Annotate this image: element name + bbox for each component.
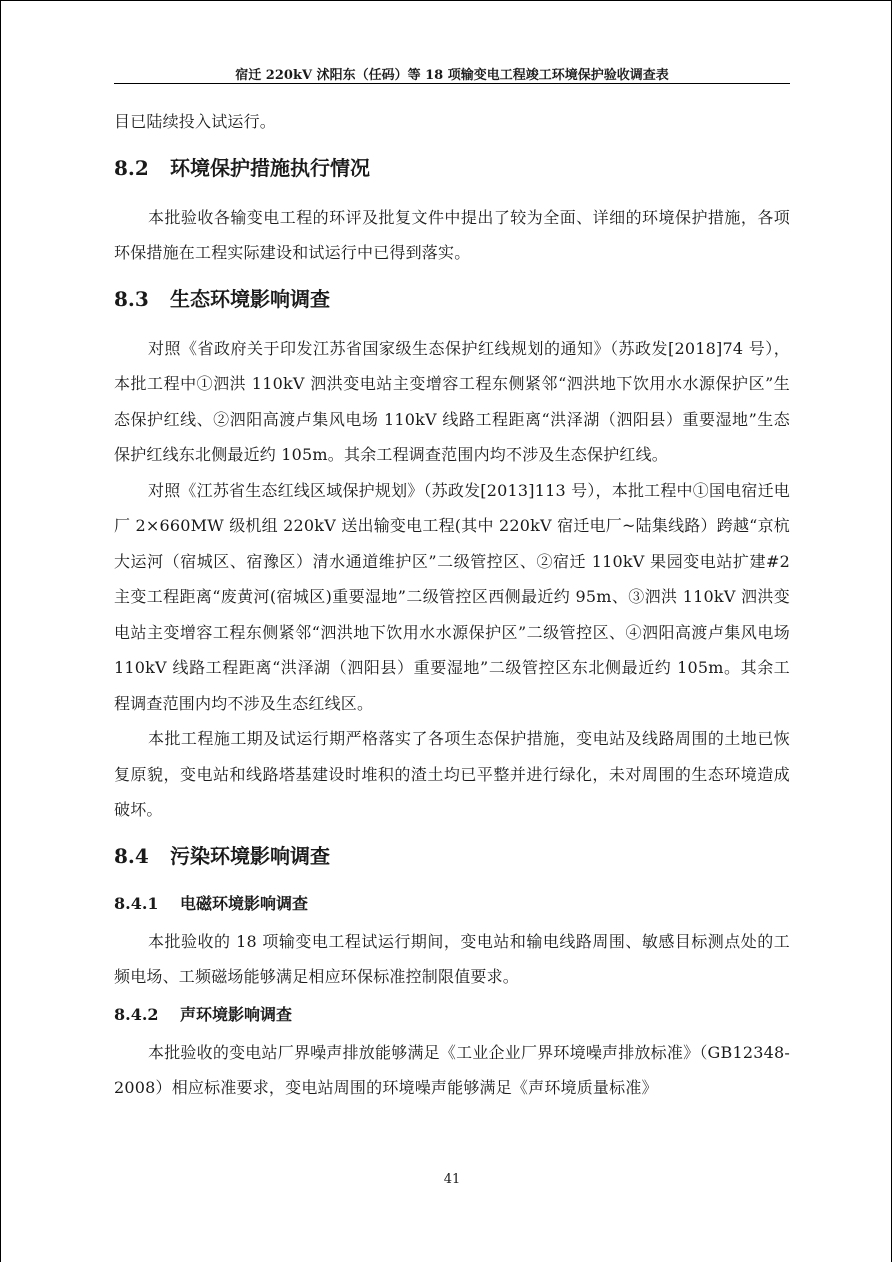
subsection-number: 8.4.2 xyxy=(114,1004,159,1024)
section-heading-8-4 xyxy=(114,828,790,884)
paragraph: 本批验收的 18 项输变电工程试运行期间，变电站和输电线路周围、敏感目标测点处的工频电场、工频磁场能够满足相应环保标准控制限值要求。 xyxy=(114,931,790,986)
document-body xyxy=(114,104,790,1106)
running-header: 宿迁 220kV 沭阳东（任码）等 18 项输变电工程竣工环境保护验收调查表 xyxy=(235,68,669,83)
section-title: 污染环境影响调查 xyxy=(170,843,330,868)
paragraph: 对照《省政府关于印发江苏省国家级生态保护红线规划的通知》（苏政发[2018]74 号），本批工程中①泗洪 110kV 泗洪变电站主变增容工程东侧紧邻“泗洪地下饮用水水源保护区”生态保护红线、②泗阳高渡卢集风电场 110kV 线路工程距离“洪泽湖（泗阳县）重要湿地”生态保护红线东北侧最近约 105m。其余工程调查范围内均不涉及生态保护红线。 xyxy=(114,338,790,464)
section-heading-8-3 xyxy=(114,271,790,327)
subsection-title: 声环境影响调查 xyxy=(180,1004,293,1024)
section-number: 8.4 xyxy=(114,843,149,868)
subsection-title: 电磁环境影响调查 xyxy=(180,893,309,913)
header-rule xyxy=(114,83,790,84)
paragraph: 本批验收的变电站厂界噪声排放能够满足《工业企业厂界环境噪声排放标准》（GB12348-2008）相应标准要求，变电站周围的环境噪声能够满足《声环境质量标准》 xyxy=(114,1042,790,1097)
subsection-heading-8-4-1 xyxy=(114,884,790,924)
paragraph: 本批验收各输变电工程的环评及批复文件中提出了较为全面、详细的环境保护措施，各项环保措施在工程实际建设和试运行中已得到落实。 xyxy=(114,207,790,262)
continued-paragraph: 目已陆续投入试运行。 xyxy=(114,112,277,131)
section-number: 8.3 xyxy=(114,286,149,311)
paragraph: 本批工程施工期及试运行期严格落实了各项生态保护措施，变电站及线路周围的土地已恢复原貌，变电站和线路塔基建设时堆积的渣土均已平整并进行绿化，未对周围的生态环境造成破坏。 xyxy=(114,729,790,819)
section-number: 8.2 xyxy=(114,155,149,180)
section-heading-8-2 xyxy=(114,140,790,196)
page-frame-top xyxy=(0,0,892,1)
section-title: 环境保护措施执行情况 xyxy=(170,155,370,180)
section-title: 生态环境影响调查 xyxy=(170,286,330,311)
page-frame-left xyxy=(0,0,1,1262)
subsection-heading-8-4-2 xyxy=(114,995,790,1035)
subsection-number: 8.4.1 xyxy=(114,893,159,913)
page-number: 41 xyxy=(443,1172,461,1187)
paragraph: 对照《江苏省生态红线区域保护规划》（苏政发[2013]113 号），本批工程中①国电宿迁电厂 2×660MW 级机组 220kV 送出输变电工程(其中 220kV 宿迁电厂~陆集线路）跨越“京杭大运河（宿城区、宿豫区）清水通道维护区”二级管控区、②宿迁 110kV 果园变电站扩建#2 主变工程距离“废黄河(宿城区)重要湿地”二级管控区西侧最近约 95m、③泗洪 110kV 泗洪变电站主变增容工程东侧紧邻“泗洪地下饮用水水源保护区”二级管控区、④泗阳高渡卢集风电场 110kV 线路工程距离“洪泽湖（泗阳县）重要湿地”二级管控区东北侧最近约 105m。其余工程调查范围内均不涉及生态红线区。 xyxy=(114,480,790,713)
